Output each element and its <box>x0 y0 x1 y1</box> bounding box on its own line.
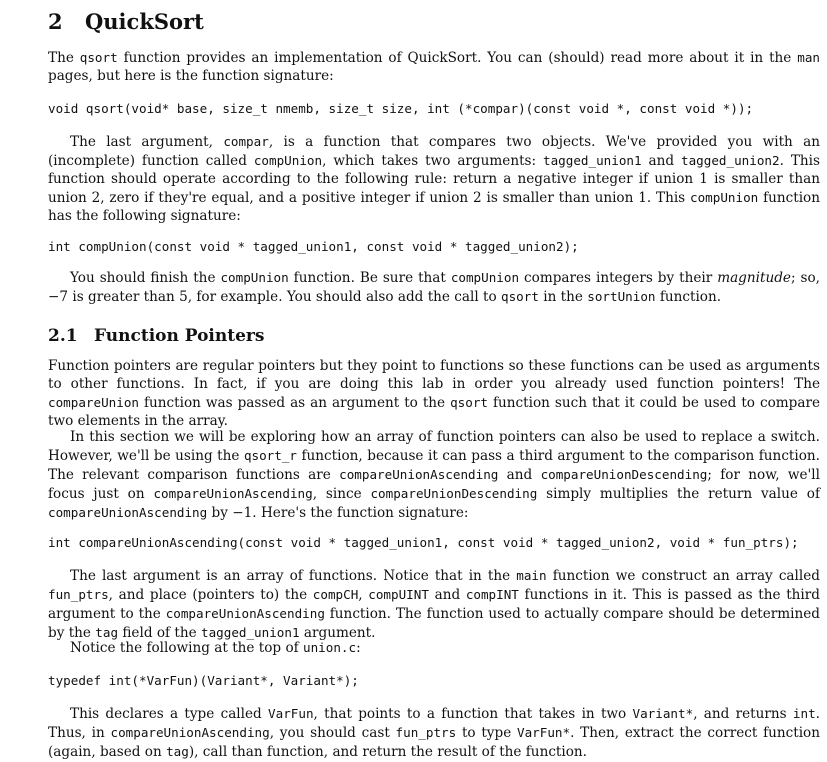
text-fragment: ; so, −7 is greater than 5, for example. You should also add the call to <box>48 270 820 305</box>
section-number: 2 <box>48 9 63 34</box>
inline-code: compINT <box>465 586 519 602</box>
subsection-heading <box>48 326 264 346</box>
inline-code: compareUnionDescending <box>540 466 708 482</box>
inline-code: int <box>792 706 816 721</box>
inline-code: compareUnionAscending <box>339 466 499 482</box>
inline-code: man <box>797 50 820 65</box>
inline-code: compUINT <box>368 586 429 602</box>
code-qsort-signature: void qsort(void* base, size_t nmemb, size_t size, int (*compar)(const void *, const void *)); <box>48 101 754 116</box>
inline-code: qsort <box>79 50 118 65</box>
inline-code: union.c <box>303 640 357 655</box>
inline-code: compar <box>223 134 269 149</box>
paragraph-compar <box>48 133 820 226</box>
inline-code: tagged_union1 <box>200 624 300 640</box>
inline-code: qsort <box>501 288 539 304</box>
text-fragment: , <box>358 586 369 603</box>
paragraph-finish-compunion <box>48 269 820 307</box>
inline-code: sortUnion <box>587 288 656 304</box>
text-fragment: The <box>48 50 80 66</box>
section-heading <box>48 9 204 34</box>
inline-code: fun_ptrs <box>48 586 109 602</box>
emphasis-text: magnitude <box>717 270 791 286</box>
text-fragment: and <box>498 466 541 483</box>
text-fragment: This declares a type called <box>70 706 269 722</box>
text-fragment: , is a function that compares two objects. We've provided you with an (incomplete) function called <box>48 134 821 169</box>
text-fragment: argument. <box>299 624 376 641</box>
paragraph-function-pointers <box>48 358 820 431</box>
text-fragment: Function pointers are regular pointers but they point to functions so these functions can be used as arguments to other functions. In fact, if you are doing this lab in order you already used function pointers! The <box>48 358 820 392</box>
inline-code: tagged_union1 <box>543 152 642 168</box>
inline-code: tagged_union2 <box>681 152 780 168</box>
code-compunion-signature: int compUnion(const void * tagged_union1, const void * tagged_union2); <box>48 239 579 254</box>
code-compare-ascending-signature: int compareUnionAscending(const void * tagged_union1, const void * tagged_union2, void * fun_ptrs); <box>48 535 799 550</box>
paragraph-fun-ptrs <box>48 567 820 643</box>
text-fragment: and <box>428 586 466 603</box>
text-fragment: You should finish the <box>70 270 221 286</box>
text-fragment: , since <box>312 485 371 502</box>
inline-code: compUnion <box>450 270 520 285</box>
text-fragment: ), call than function, and return the result of the function. <box>188 743 588 760</box>
inline-code: compCH <box>312 586 359 602</box>
text-fragment: function. Be sure that <box>288 270 451 286</box>
text-fragment: in the <box>538 288 588 305</box>
text-fragment: function. The function used to actually compare should be determined by the <box>48 605 820 641</box>
section-title: QuickSort <box>85 9 204 34</box>
inline-code: compUnion <box>690 189 759 205</box>
text-fragment: compares integers by their <box>519 270 718 286</box>
text-fragment: , that points to a function that takes in two <box>313 706 633 722</box>
text-fragment: function provides an implementation of QuickSort. You can (should) read more about it in the <box>117 50 798 66</box>
text-fragment: The last argument is an array of functions. Notice that in the <box>70 568 517 584</box>
text-fragment: Notice the following at the top of <box>70 640 303 656</box>
paragraph-union-c-note <box>48 639 820 658</box>
text-fragment: , which takes two arguments: <box>322 152 544 169</box>
paragraph-qsort-r <box>48 429 820 523</box>
subsection-title: Function Pointers <box>94 326 265 346</box>
subsection-number: 2.1 <box>48 326 78 346</box>
inline-code: compareUnionDescending <box>370 485 538 501</box>
inline-code: compareUnion <box>48 394 139 410</box>
text-fragment: pages, but here is the function signature: <box>48 67 334 84</box>
text-fragment: , and returns <box>693 706 793 722</box>
inline-code: qsort_r <box>243 447 298 463</box>
text-fragment: : <box>356 640 361 656</box>
text-fragment: ; for now, we'll focus just on <box>48 466 820 502</box>
code-typedef-varfun: typedef int(*VarFun)(Variant*, Variant*); <box>48 673 359 688</box>
text-fragment: . Thus, in <box>48 706 820 741</box>
text-fragment: . Then, extract the correct function (again, based on <box>48 724 820 760</box>
paragraph-qsort-intro <box>48 49 820 86</box>
text-fragment: functions in it. This is passed as the third argument to the <box>48 586 820 622</box>
inline-code: compUnion <box>253 152 323 168</box>
text-fragment: , you should cast <box>269 724 396 741</box>
inline-code: compareUnionAscending <box>48 504 208 520</box>
text-fragment: field of the <box>118 624 201 641</box>
inline-code: compareUnionAscending <box>153 485 313 501</box>
text-fragment: function was passed as an argument to the <box>139 394 451 411</box>
text-fragment: function, because it can pass a third argument to the comparison function. The relevant comparison functions are <box>48 447 820 483</box>
text-fragment: In this section we will be exploring how an array of function pointers can also be used to replace a switch. However, we'll be using the <box>48 429 820 464</box>
inline-code: tag <box>95 624 119 640</box>
text-fragment: function has the following signature: <box>48 189 820 224</box>
inline-code: compareUnionAscending <box>110 724 270 740</box>
text-fragment: function we construct an array called <box>546 568 820 584</box>
inline-code: compUnion <box>220 270 289 285</box>
paragraph-varfun-explanation <box>48 705 820 762</box>
inline-code: compareUnionAscending <box>165 605 325 621</box>
text-fragment: and <box>641 152 682 169</box>
inline-code: qsort <box>450 394 488 410</box>
text-fragment: function. <box>655 288 722 305</box>
inline-code: VarFun <box>268 706 314 721</box>
text-fragment: by −1. Here's the function signature: <box>207 504 469 521</box>
inline-code: fun_ptrs <box>395 724 457 740</box>
text-fragment: simply multiplies the return value of <box>537 485 820 502</box>
inline-code: VarFun* <box>516 724 571 740</box>
text-fragment: to type <box>456 724 517 741</box>
inline-code: main <box>516 568 547 583</box>
text-fragment: . This function should operate according to the following rule: return a negative integer if union 1 is smaller than union 2, zero if they're equal, and a positive integer if union 2 is smaller than union 1. This <box>48 152 820 206</box>
text-fragment: function such that it could be used to compare two elements in the array. <box>48 394 820 429</box>
text-fragment: The last argument, <box>70 134 224 150</box>
inline-code: tag <box>166 743 189 759</box>
inline-code: Variant* <box>632 706 694 721</box>
text-fragment: , and place (pointers to) the <box>108 586 313 603</box>
